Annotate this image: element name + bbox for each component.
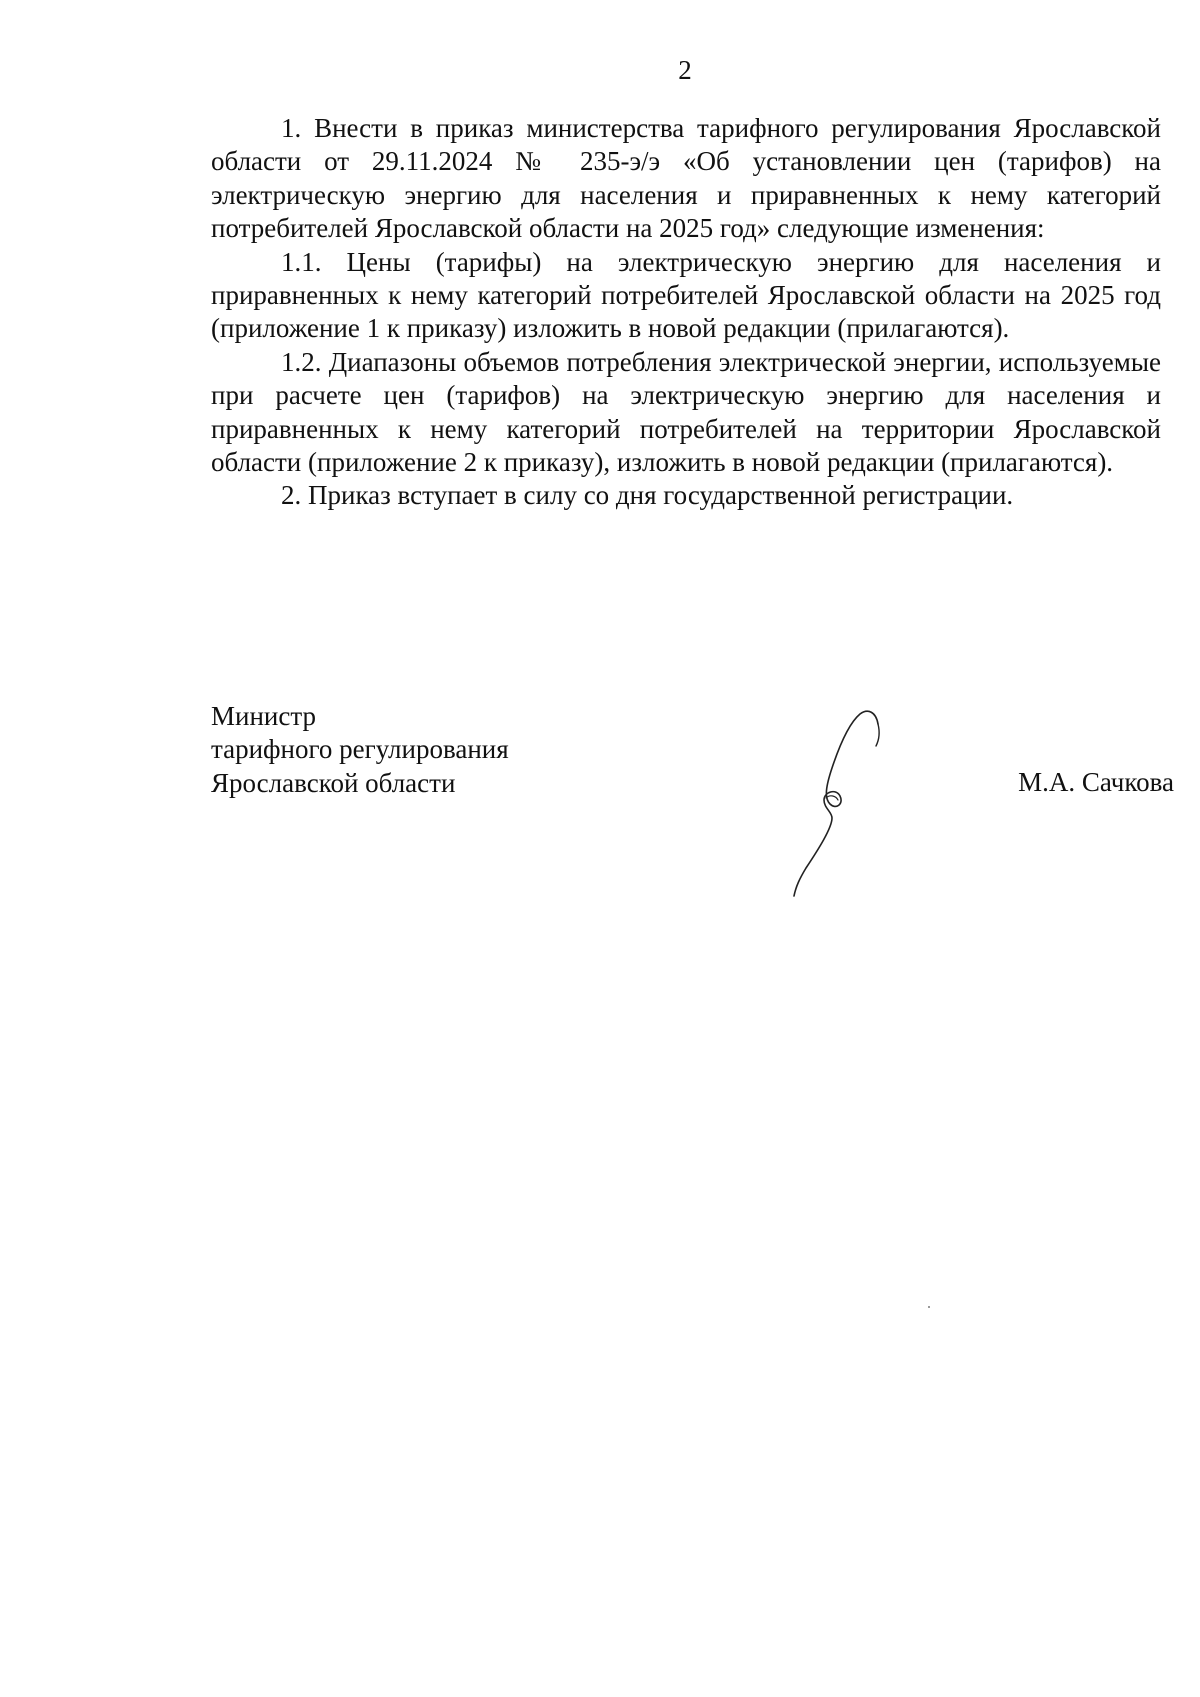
signatory-name: М.А. Сачкова	[1018, 767, 1174, 797]
paragraph-item-1-1: 1.1. Цены (тарифы) на электрическую энергию для населения и приравненных к нему категорий потребителей Ярославской области на 2025 год (приложение 1 к приказу) изложить в новой редакции (прилагаются).	[211, 246, 1161, 344]
position-line-1: Министр	[211, 701, 316, 731]
position-line-2: тарифного регулирования	[211, 734, 509, 765]
document-body	[211, 112, 1161, 513]
scan-speck	[928, 1306, 930, 1308]
paragraph-item-1: 1. Внести в приказ министерства тарифного регулирования Ярославской области от 29.11.2024 № 235-э/э «Об установлении цен (тарифов) на электрическую энергию для населения и приравненных к нему категорий потребителей Ярославской области на 2025 год» следующие изменения:	[211, 113, 1161, 244]
signatory-position	[211, 700, 509, 800]
page-number: 2	[678, 55, 692, 85]
handwritten-signature	[780, 700, 900, 900]
position-line-3: Ярославской области	[211, 767, 456, 798]
paragraph-item-1-2: 1.2. Диапазоны объемов потребления электрической энергии, используемые при расчете цен (тарифов) на электрическую энергию для населения и приравненных к нему категорий потребителей на территории Ярославской области (приложение 2 к приказу), изложить в новой редакции (прилагаются).	[211, 346, 1161, 478]
paragraph-item-2: 2. Приказ вступает в силу со дня государственной регистрации.	[281, 480, 1014, 511]
